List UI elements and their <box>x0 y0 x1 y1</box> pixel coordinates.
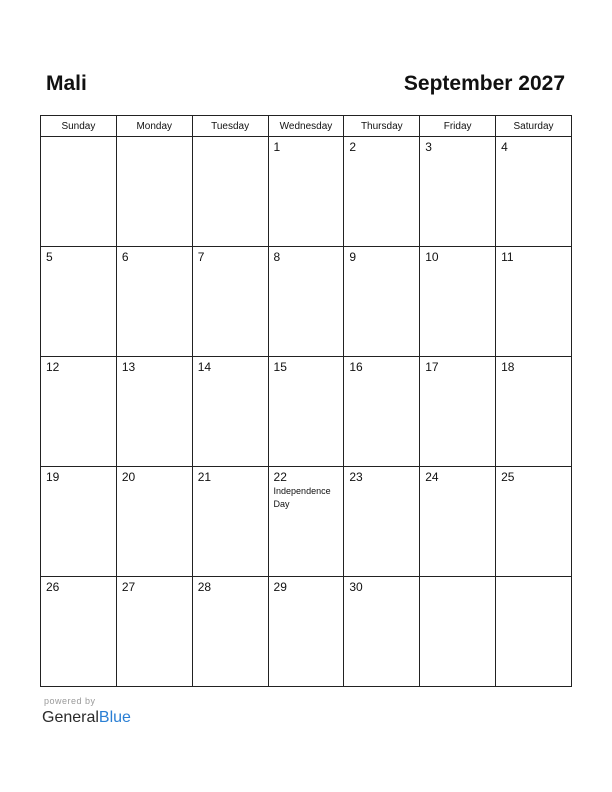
day-number: 11 <box>501 250 514 264</box>
day-cell-2[interactable] <box>344 137 420 247</box>
weekday-header-row <box>41 116 572 137</box>
weekday-header-monday: Monday <box>116 116 192 137</box>
day-cell-7[interactable] <box>192 247 268 357</box>
day-number: 18 <box>501 360 515 374</box>
day-number: 26 <box>46 580 60 594</box>
footer-branding <box>42 696 131 728</box>
day-cell-18[interactable] <box>496 357 572 467</box>
day-number: 28 <box>197 580 212 594</box>
day-cell-20[interactable] <box>116 467 192 577</box>
day-cell-5[interactable] <box>41 247 117 357</box>
day-number: 30 <box>349 580 363 594</box>
day-number: 19 <box>46 470 60 484</box>
powered-by-text: powered by <box>44 696 96 706</box>
week-row <box>41 137 572 247</box>
day-cell-25[interactable] <box>496 467 572 577</box>
day-number: 9 <box>349 250 357 264</box>
day-cell-30[interactable] <box>344 577 420 687</box>
brand-general-text: General <box>42 709 99 726</box>
day-number: 8 <box>273 250 281 264</box>
day-number: 29 <box>273 580 287 594</box>
day-cell-21[interactable] <box>192 467 268 577</box>
day-number: 6 <box>121 250 129 264</box>
week-row <box>41 577 572 687</box>
day-number: 22 <box>273 470 287 484</box>
weekday-header-sunday: Sunday <box>41 116 117 137</box>
day-number: 15 <box>273 360 287 374</box>
day-number: 24 <box>425 470 439 484</box>
day-number: 25 <box>501 470 515 484</box>
day-cell-22[interactable] <box>268 467 344 577</box>
country-title: Mali <box>46 72 87 95</box>
day-number: 23 <box>349 470 363 484</box>
day-number: 4 <box>501 140 508 154</box>
day-cell-12[interactable] <box>41 357 117 467</box>
day-number: 5 <box>46 250 53 264</box>
holiday-label: Independence Day <box>273 486 331 509</box>
weekday-header-thursday: Thursday <box>344 116 420 137</box>
day-cell-24[interactable] <box>420 467 496 577</box>
weekday-header-wednesday: Wednesday <box>268 116 344 137</box>
week-row <box>41 467 572 577</box>
day-cell-14[interactable] <box>192 357 268 467</box>
empty-day-cell <box>420 577 496 687</box>
empty-day-cell <box>116 137 192 247</box>
weekday-header-friday: Friday <box>420 116 496 137</box>
generalblue-logo[interactable] <box>42 708 131 728</box>
day-cell-28[interactable] <box>192 577 268 687</box>
empty-day-cell <box>496 577 572 687</box>
day-cell-23[interactable] <box>344 467 420 577</box>
day-number: 14 <box>197 360 212 374</box>
day-cell-9[interactable] <box>344 247 420 357</box>
day-number: 20 <box>121 470 136 484</box>
day-cell-29[interactable] <box>268 577 344 687</box>
day-cell-1[interactable] <box>268 137 344 247</box>
day-cell-6[interactable] <box>116 247 192 357</box>
day-cell-11[interactable] <box>496 247 572 357</box>
day-number: 17 <box>425 360 439 374</box>
day-cell-26[interactable] <box>41 577 117 687</box>
day-number: 12 <box>46 360 60 374</box>
day-cell-16[interactable] <box>344 357 420 467</box>
day-number: 16 <box>349 360 363 374</box>
week-row <box>41 357 572 467</box>
weekday-header-saturday: Saturday <box>496 116 572 137</box>
day-number: 27 <box>121 580 136 594</box>
day-cell-13[interactable] <box>116 357 192 467</box>
week-row <box>41 247 572 357</box>
weekday-header-tuesday: Tuesday <box>192 116 268 137</box>
day-number: 1 <box>273 140 281 154</box>
day-number: 21 <box>197 470 212 484</box>
day-number: 2 <box>349 140 357 154</box>
day-number: 3 <box>425 140 432 154</box>
day-cell-15[interactable] <box>268 357 344 467</box>
empty-day-cell <box>192 137 268 247</box>
brand-blue-text: Blue <box>98 709 131 726</box>
day-cell-19[interactable] <box>41 467 117 577</box>
month-year-title: September 2027 <box>403 72 565 95</box>
day-number: 7 <box>197 250 205 264</box>
day-cell-4[interactable] <box>496 137 572 247</box>
day-number: 10 <box>425 250 439 264</box>
empty-day-cell <box>41 137 117 247</box>
day-cell-3[interactable] <box>420 137 496 247</box>
day-cell-8[interactable] <box>268 247 344 357</box>
day-cell-17[interactable] <box>420 357 496 467</box>
day-cell-27[interactable] <box>116 577 192 687</box>
day-cell-10[interactable] <box>420 247 496 357</box>
calendar-grid <box>40 115 572 687</box>
day-number: 13 <box>121 360 136 374</box>
